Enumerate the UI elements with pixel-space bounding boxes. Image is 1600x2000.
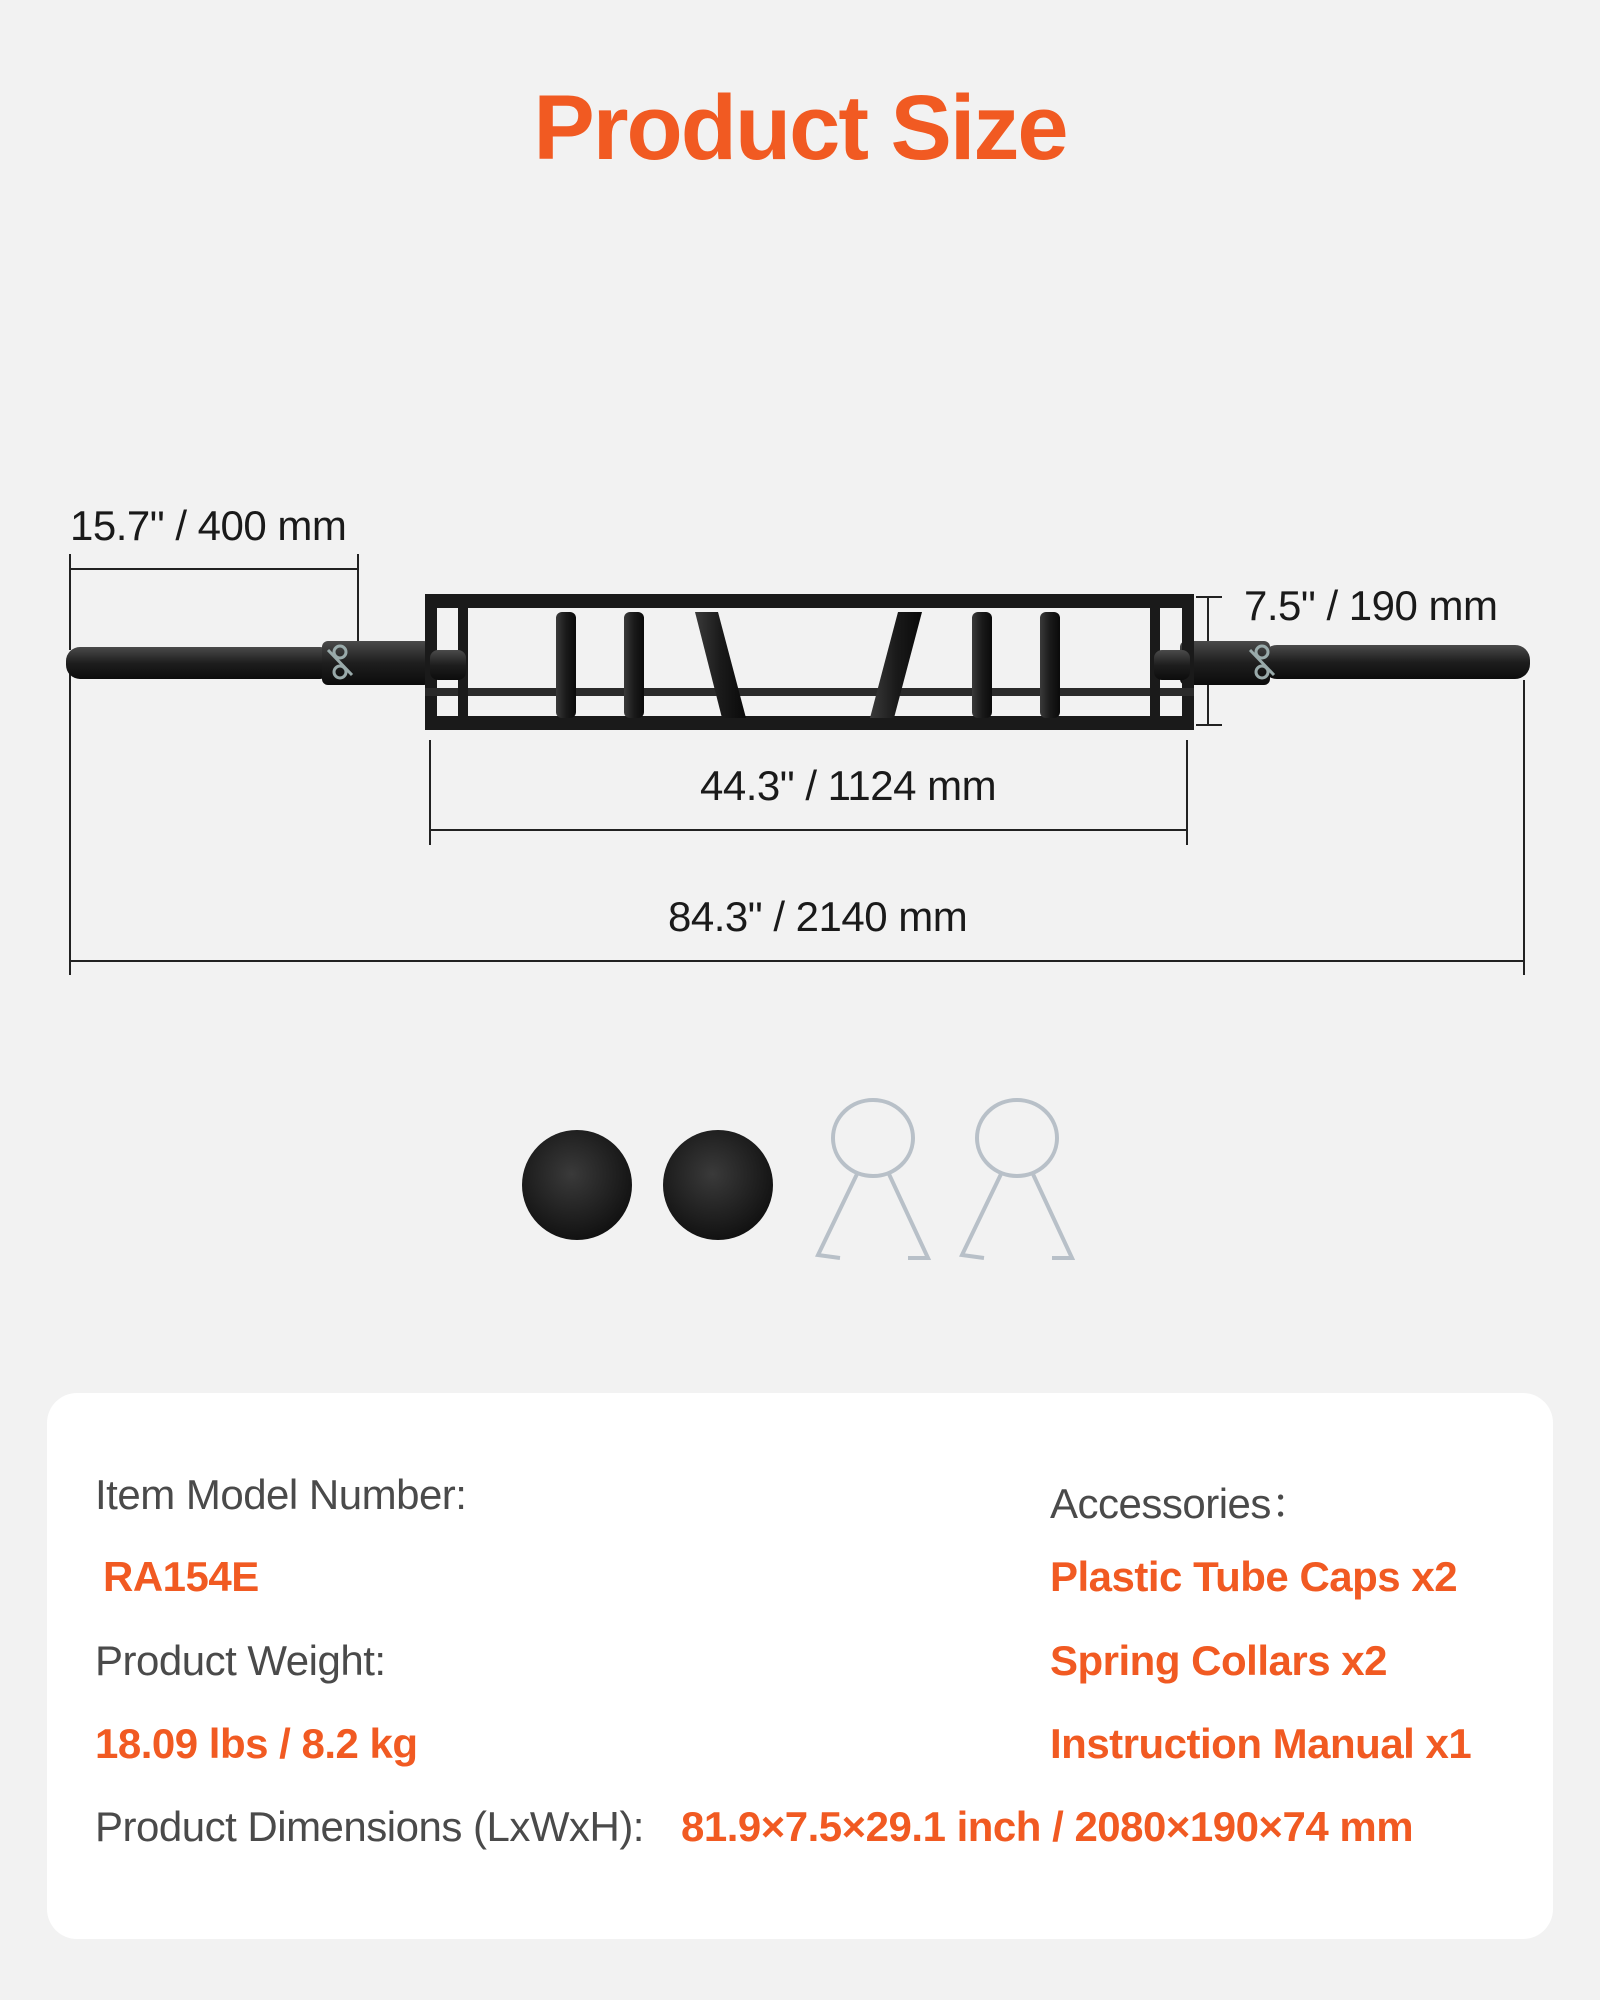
page-title: Product Size: [533, 77, 1067, 179]
model-number-value: RA154E: [103, 1553, 259, 1600]
tube-cap-icon: [522, 1130, 632, 1240]
accessories-illustration: [522, 1100, 1072, 1258]
product-dimensions-label: Product Dimensions (LxWxH):: [95, 1803, 644, 1850]
product-weight-label: Product Weight:: [95, 1637, 386, 1684]
handle-length-label: 15.7" / 400 mm: [70, 502, 347, 549]
frame-height-label: 7.5" / 190 mm: [1244, 582, 1498, 629]
accessory-item: Plastic Tube Caps x2: [1050, 1553, 1458, 1600]
total-length-label: 84.3" / 2140 mm: [668, 893, 968, 940]
accessories-label: Accessories：: [1050, 1480, 1313, 1527]
frame-length-label: 44.3" / 1124 mm: [700, 762, 997, 809]
product-dimensions-value: 81.9×7.5×29.1 inch / 2080×190×74 mm: [681, 1803, 1414, 1850]
product-weight-value: 18.09 lbs / 8.2 kg: [95, 1720, 418, 1767]
spec-card: [47, 1393, 1553, 1939]
accessory-item: Instruction Manual x1: [1050, 1720, 1472, 1767]
model-number-label: Item Model Number:: [95, 1471, 467, 1518]
tube-cap-icon: [663, 1130, 773, 1240]
spring-collar-icon: [818, 1100, 928, 1258]
spring-collar-icon: [962, 1100, 1072, 1258]
accessory-item: Spring Collars x2: [1050, 1637, 1387, 1684]
